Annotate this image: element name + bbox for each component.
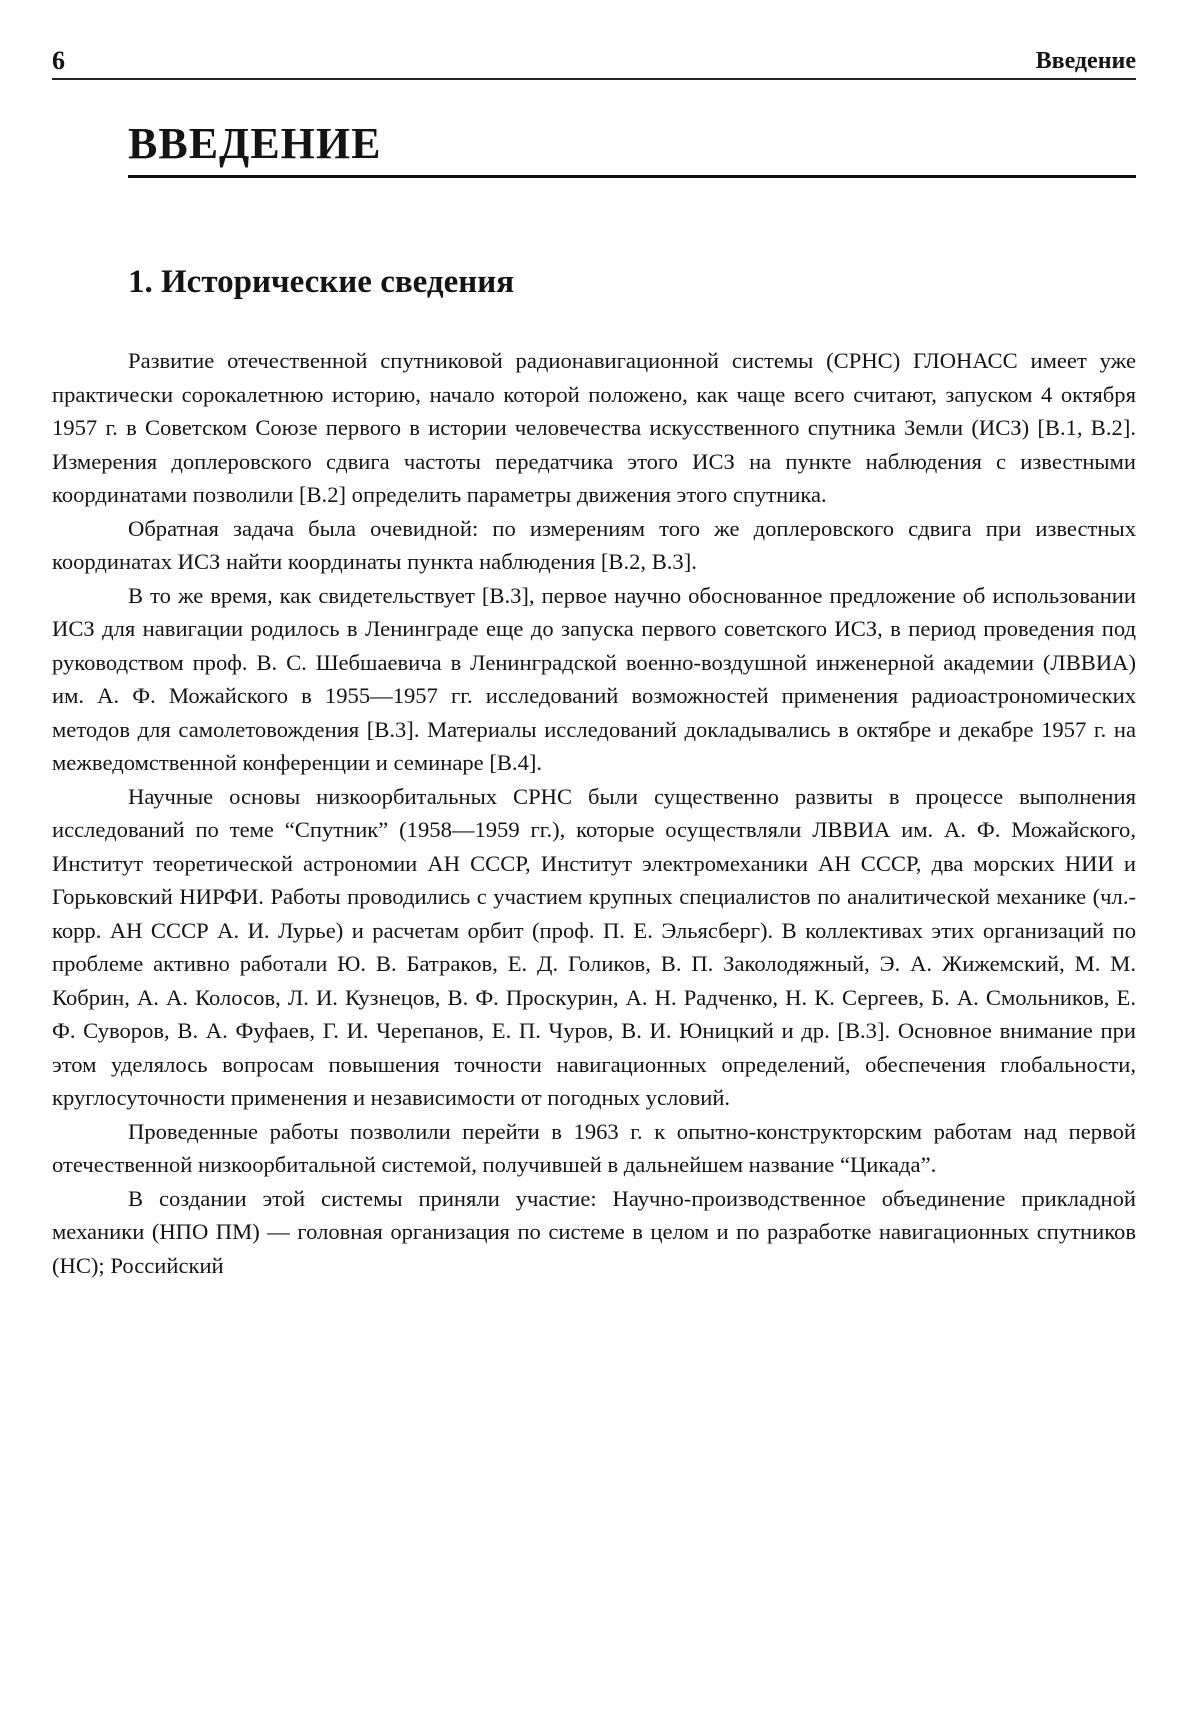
running-header <box>52 46 1136 80</box>
paragraph: В создании этой системы приняли участие: Научно-производственное объединение прикладной механики (НПО ПМ) — головная организация по системе в целом и по разработке навигационных спутников (НС); Российский <box>52 1185 1136 1278</box>
paragraph: Проведенные работы позволили перейти в 1963 г. к опытно-конструкторским работам над первой отечественной низкоорбитальной системой, получившей в дальнейшем название “Цикада”. <box>52 1118 1136 1177</box>
paragraph: В то же время, как свидетельствует [В.3], первое научно обоснованное предложение об использовании ИСЗ для навигации родилось в Ленинграде еще до запуска первого советского ИСЗ, в период проведения под руководством проф. В. С. Шебшаевича в Ленинградской военно-воздушной инженерной академии (ЛВВИА) им. А. Ф. Можайского в 1955—1957 гг. исследований возможностей применения радиоастрономических методов для самолетовождения [В.3]. Материалы исследований докладывались в октябре и декабре 1957 г. на межведомственной конференции и семинаре [В.4]. <box>52 582 1136 775</box>
page-number: 6 <box>52 46 65 75</box>
running-title: Введение <box>1035 48 1136 74</box>
paragraph: Развитие отечественной спутниковой радионавигационной системы (СРНС) ГЛОНАСС имеет уже практически сорокалетнюю историю, начало которой положено, как чаще всего считают, запуском 4 октября 1957 г. в Советском Союзе первого в истории человечества искусственного спутника Земли (ИСЗ) [В.1, В.2]. Измерения доплеровского сдвига частоты передатчика этого ИСЗ на пункте наблюдения с известными координатами позволили [В.2] определить параметры движения этого спутника. <box>52 348 1136 507</box>
chapter-title: ВВЕДЕНИЕ <box>128 119 382 168</box>
chapter-rule <box>128 175 1136 178</box>
paragraph: Научные основы низкоорбитальных СРНС были существенно развиты в процессе выполнения исследований по теме “Спутник” (1958—1959 гг.), которые осуществляли ЛВВИА им. А. Ф. Можайского, Институт теоретической астрономии АН СССР, Институт электромеханики АН СССР, два морских НИИ и Горьковский НИРФИ. Работы проводились с участием крупных специалистов по аналитической механике (чл.-корр. АН СССР А. И. Лурье) и расчетам орбит (проф. П. Е. Эльясберг). В коллективах этих организаций по проблеме активно работали Ю. В. Батраков, Е. Д. Голиков, В. П. Заколодяжный, Э. А. Жижемский, М. М. Кобрин, А. А. Колосов, Л. И. Кузнецов, В. Ф. Проскурин, А. Н. Радченко, Н. К. Сергеев, Б. А. Смольников, Е. Ф. Суворов, В. А. Фуфаев, Г. И. Черепанов, Е. П. Чуров, В. И. Юницкий и др. [В.3]. Основное внимание при этом уделялось вопросам повышения точности навигационных определений, обеспечения глобальности, круглосуточности применения и независимости от погодных условий. <box>52 783 1136 1110</box>
paragraph: Обратная задача была очевидной: по измерениям того же доплеровского сдвига при известных координатах ИСЗ найти координаты пункта наблюдения [В.2, В.3]. <box>52 515 1136 574</box>
section-title: 1. Исторические сведения <box>128 264 515 300</box>
header-rule <box>52 78 1136 80</box>
body-text <box>52 344 1136 1282</box>
